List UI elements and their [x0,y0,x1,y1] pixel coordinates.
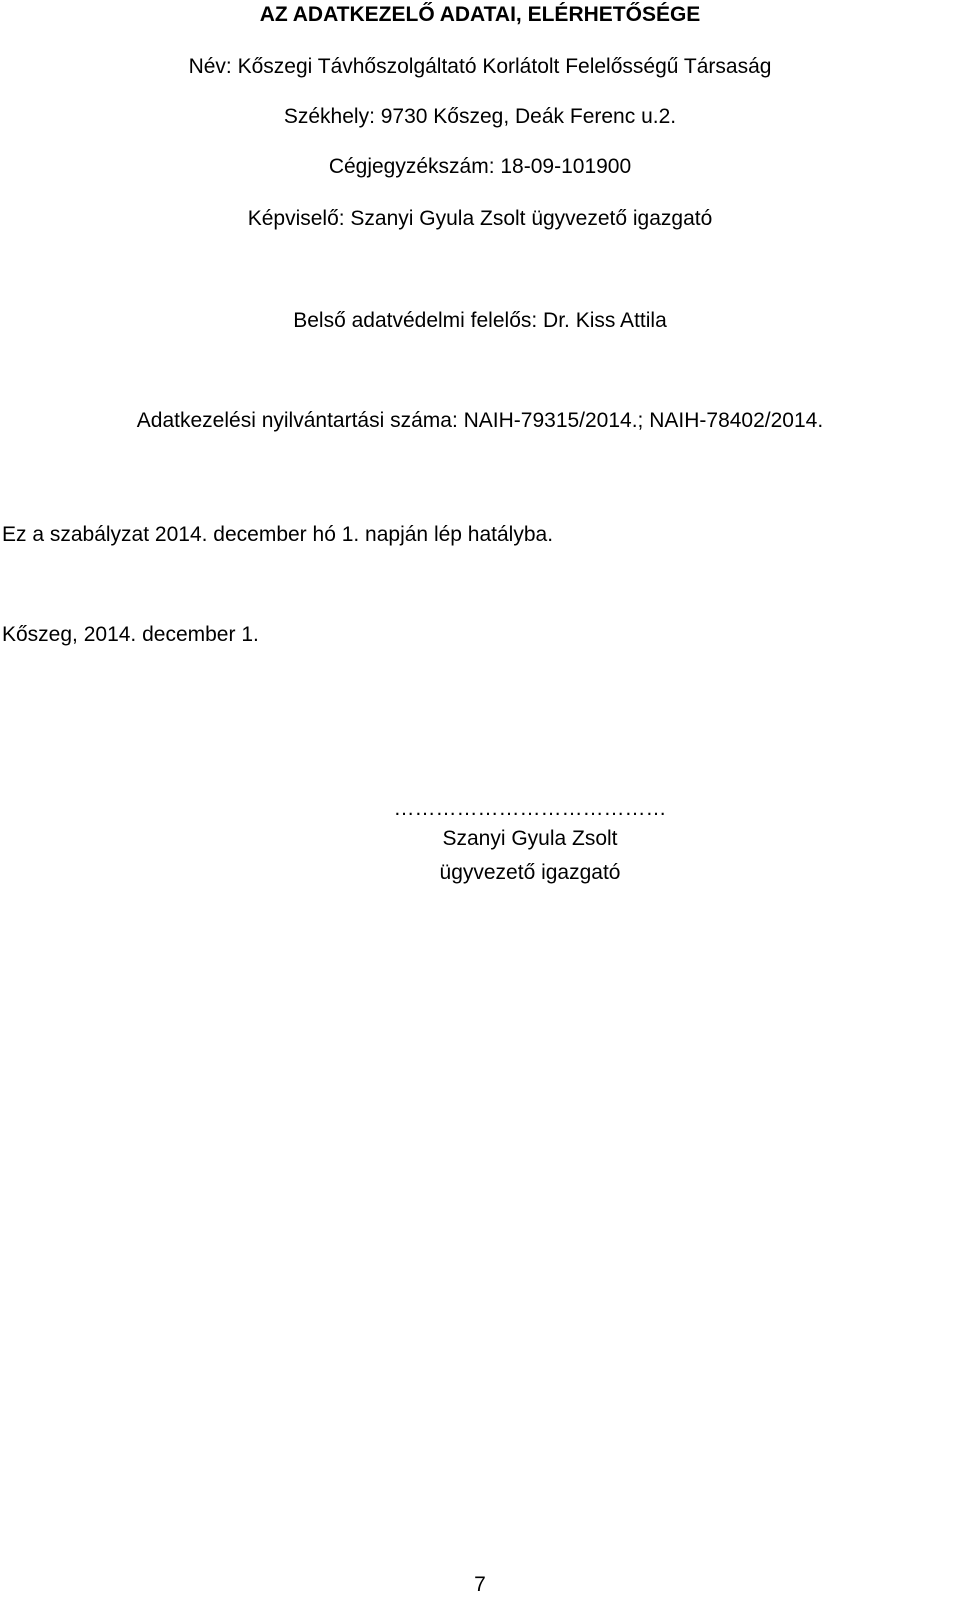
effective-date-statement: Ez a szabályzat 2014. december hó 1. napján lép hatályba. [2,523,554,546]
signatory-role: ügyvezető igazgató [439,861,621,884]
page-number: 7 [474,1573,486,1596]
registry-numbers: Adatkezelési nyilvántartási száma: NAIH-79315/2014.; NAIH-78402/2014. [136,409,824,432]
place-and-date: Kőszeg, 2014. december 1. [2,623,259,646]
signature-dots: ………………………………… [393,797,667,820]
data-protection-officer: Belső adatvédelmi felelős: Dr. Kiss Attila [293,309,667,332]
document-title: AZ ADATKEZELŐ ADATAI, ELÉRHETŐSÉGE [259,3,701,26]
company-seat: Székhely: 9730 Kőszeg, Deák Ferenc u.2. [283,105,677,128]
company-name: Név: Kőszegi Távhőszolgáltató Korlátolt Felelősségű Társaság [188,55,772,78]
registration-number: Cégjegyzékszám: 18-09-101900 [328,155,632,178]
signatory-name: Szanyi Gyula Zsolt [442,827,618,850]
representative: Képviselő: Szanyi Gyula Zsolt ügyvezető igazgató [247,207,713,230]
